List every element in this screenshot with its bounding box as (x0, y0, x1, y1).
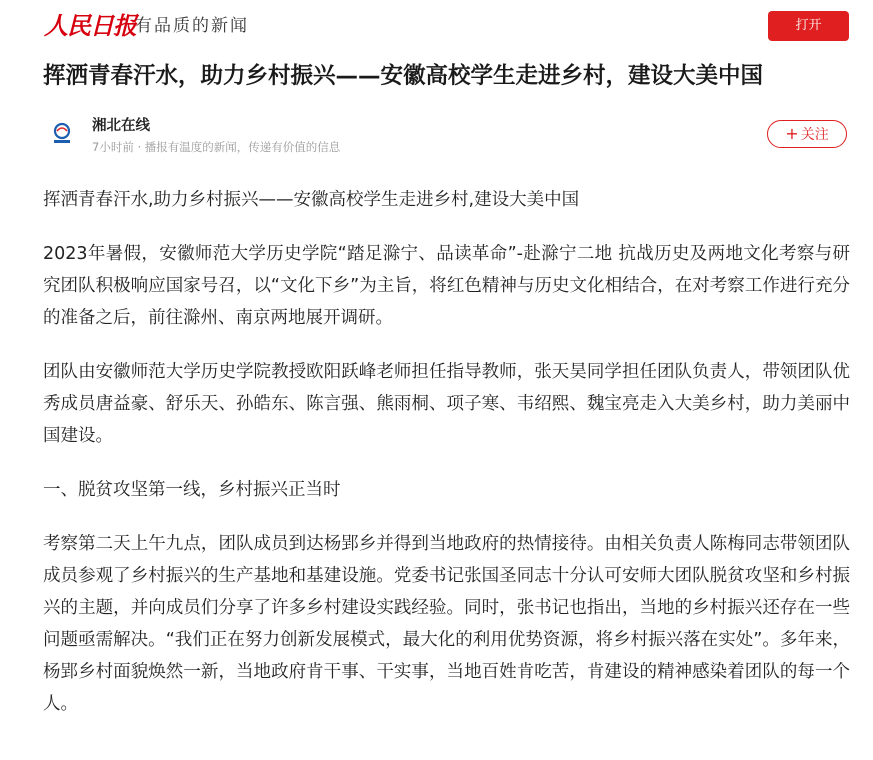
article-paragraph: 2023年暑假，安徽师范大学历史学院“踏足滁宁、品读革命”-赴滁宁二地 抗战历史及两地文化考察与研究团队积极响应国家号召，以“文化下乡”为主旨，将红色精神与历史文化相结合，在对考察工作进行充分的准备之后，前往滁州、南京两地展开调研。 (43, 244, 850, 328)
author-tagline: 播报有温度的新闻，传递有价值的信息 (144, 140, 341, 154)
news-avatar-icon[interactable] (49, 120, 75, 146)
people-daily-logo[interactable]: 人民日报 (44, 11, 136, 40)
follow-label: 关注 (800, 127, 829, 143)
slogan-text: 有品质的新闻 (135, 16, 249, 36)
article-paragraph: 团队由安徽师范大学历史学院教授欧阳跃峰老师担任指导教师，张天昊同学担任团队负责人，带领团队优秀成员唐益豪、舒乐天、孙皓东、陈言强、熊雨桐、项子寒、韦绍熙、魏宝亮走入大美乡村，助力美丽中国建设。 (43, 362, 850, 446)
author-name[interactable]: 湘北在线 (92, 118, 150, 134)
article-body (43, 184, 850, 742)
section-heading: 一、脱贫攻坚第一线，乡村振兴正当时 (43, 480, 341, 500)
article-paragraph: 考察第二天上午九点，团队成员到达杨郢乡并得到当地政府的热情接待。由相关负责人陈梅同志带领团队成员参观了乡村振兴的生产基地和基建设施。党委书记张国圣同志十分认可安师大团队脱贫攻坚和乡村振兴的主题，并向成员们分享了许多乡村建设实践经验。同时，张书记也指出，当地的乡村振兴还存在一些问题亟需解决。“我们正在努力创新发展模式，最大化的利用优势资源，将乡村振兴落在实处”。多年来，杨郢乡村面貌焕然一新，当地政府肯干事、干实事，当地百姓肯吃苦，肯建设的精神感染着团队的每一个人。 (43, 534, 850, 714)
publish-time: 7小时前 (92, 140, 134, 154)
follow-button[interactable] (767, 120, 847, 148)
article-title: 挥洒青春汗水，助力乡村振兴——安徽高校学生走进乡村，建设大美中国 (43, 63, 764, 89)
open-app-button[interactable]: 打开 (768, 11, 849, 41)
article-paragraph: 挥洒青春汗水,助力乡村振兴——安徽高校学生走进乡村,建设大美中国 (43, 190, 580, 210)
top-bar (0, 0, 873, 52)
plus-icon: + (785, 124, 799, 143)
meta-separator: · (133, 140, 145, 154)
author-meta (92, 139, 340, 155)
